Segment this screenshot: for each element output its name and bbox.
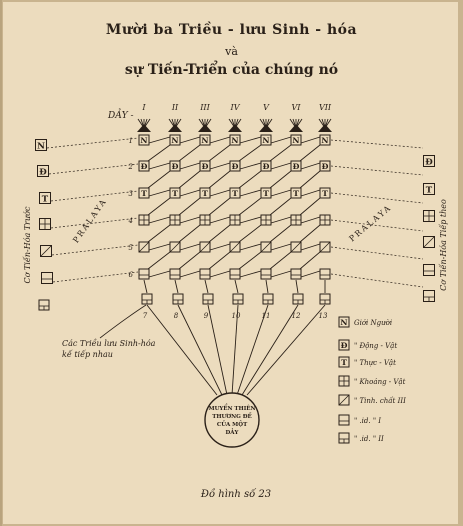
legend-symbol <box>339 376 349 386</box>
stream-line <box>205 280 208 293</box>
flame-base <box>318 124 332 132</box>
legend <box>339 317 406 443</box>
stream-line <box>149 244 170 250</box>
grid-box-letter: Đ <box>140 162 148 172</box>
left-box <box>40 219 51 230</box>
logos-circle <box>205 393 259 447</box>
right-box-letter: T <box>425 185 433 196</box>
flame-icon <box>198 119 212 132</box>
column-numeral: II <box>171 103 179 112</box>
grid-box <box>170 215 180 225</box>
stream-line <box>210 244 230 250</box>
grid-box <box>230 269 240 279</box>
legend-symbol <box>339 317 349 327</box>
stream-line <box>179 198 200 215</box>
grid-box <box>230 215 240 225</box>
grid-box-letter: N <box>231 136 239 146</box>
grid-box <box>320 135 330 145</box>
grid-box <box>320 161 330 171</box>
stream-line <box>240 244 261 250</box>
stream-line <box>148 171 170 188</box>
flame-base <box>228 124 242 132</box>
stream-line <box>179 171 200 188</box>
pralaya-right-label: PRALAYA <box>347 202 394 244</box>
legend-symbol <box>339 395 349 405</box>
grid-box <box>200 215 210 225</box>
grid-box-letter: T <box>202 189 208 199</box>
grid-box <box>230 135 240 145</box>
bottom-number: 7 <box>142 312 148 320</box>
stream-line <box>210 163 230 169</box>
grid-box <box>291 161 301 171</box>
column-numeral: III <box>200 103 210 112</box>
grid-box-letter: Đ <box>321 162 329 172</box>
legend-label: " .id. " II <box>354 435 384 443</box>
bottom-box <box>142 294 152 304</box>
bottom-number: 13 <box>318 312 328 320</box>
stream-line <box>210 137 230 143</box>
bottom-number: 9 <box>203 312 209 320</box>
legend-symbol-letter: T <box>341 358 347 368</box>
grid-box <box>261 188 271 198</box>
stream-line <box>270 252 291 269</box>
grid-box <box>170 242 180 252</box>
title-line-1: Mười ba Triều - lưu Sinh - hóa <box>105 22 358 38</box>
stream-line <box>175 280 178 293</box>
stream-line <box>179 145 200 161</box>
grid-box-letter: T <box>322 189 328 199</box>
grid-box-letter: T <box>293 189 299 199</box>
right-vertical-label: Cơ Tiến-Hóa Tiếp theo <box>439 199 448 291</box>
left-box-frame <box>42 273 53 284</box>
bottom-number: 11 <box>261 312 271 320</box>
stream-line <box>301 163 320 169</box>
right-box <box>424 237 435 248</box>
column-numeral: VI <box>291 103 301 112</box>
column-numeral: VII <box>318 103 332 112</box>
grid-box <box>170 135 180 145</box>
grid-box <box>170 161 180 171</box>
grid-box-letter: Đ <box>231 162 239 172</box>
grid-box-letter: Đ <box>262 162 270 172</box>
grid-box <box>320 188 330 198</box>
grid-box <box>139 188 149 198</box>
stream-line <box>180 271 200 277</box>
stream-line <box>301 244 320 250</box>
grid-box <box>139 215 149 225</box>
stream-line <box>148 198 170 215</box>
grid-box-letter: Đ <box>201 162 209 172</box>
grid-box <box>261 242 271 252</box>
converging-line <box>247 305 325 395</box>
stream-line <box>271 137 291 143</box>
title-line-2: và <box>225 45 238 58</box>
bottom-box <box>263 294 273 304</box>
legend-symbol-letter: Đ <box>340 341 348 351</box>
grid-box <box>291 135 301 145</box>
grid-box <box>261 135 271 145</box>
left-box <box>39 300 49 310</box>
row-number: 6 <box>128 271 133 279</box>
stream-line <box>239 198 261 215</box>
stream-line <box>148 252 170 269</box>
grid-box <box>200 188 210 198</box>
bottom-number: 12 <box>291 312 301 320</box>
stream-line <box>300 252 320 269</box>
grid-box <box>200 269 210 279</box>
right-box <box>424 156 435 168</box>
stream-line <box>300 145 320 161</box>
grid-box <box>320 269 330 279</box>
legend-label: " .id. " I <box>354 417 382 425</box>
flame-base <box>259 124 273 132</box>
flame-base <box>137 124 151 132</box>
row-number: 1 <box>128 137 133 145</box>
grid-box-letter: T <box>172 189 178 199</box>
grid-box-letter: Đ <box>171 162 179 172</box>
grid-box-frame <box>139 269 149 279</box>
stream-line <box>210 190 230 196</box>
grid-box-letter: T <box>263 189 269 199</box>
grid-box-frame <box>230 269 240 279</box>
grid-box <box>139 161 149 171</box>
row-number: 2 <box>128 163 133 171</box>
legend-symbol-letter: N <box>340 318 348 328</box>
flame-icon <box>168 119 182 132</box>
right-box <box>424 184 435 196</box>
left-box-letter: N <box>37 141 45 152</box>
bottom-box <box>320 294 330 304</box>
circle-text-line: DẢY <box>225 430 239 436</box>
stream-line <box>180 217 200 223</box>
grid-box-letter: T <box>232 189 238 199</box>
stream-line <box>149 163 170 169</box>
bottom-box <box>173 294 183 304</box>
stream-line <box>209 171 230 188</box>
grid-box-letter: N <box>140 136 148 146</box>
flame-base <box>289 124 303 132</box>
grid-box-frame <box>261 269 271 279</box>
right-box <box>424 265 435 276</box>
streams-note-line-2: kế tiếp nhau <box>62 350 113 359</box>
pralaya-dotted-line <box>53 272 138 282</box>
stream-line <box>149 271 170 277</box>
stream-line <box>210 217 230 223</box>
legend-symbol <box>339 415 349 425</box>
stream-line <box>239 252 261 269</box>
pralaya-left-label: PRALAYA <box>71 196 109 245</box>
legend-label: " Thực - Vật <box>354 359 396 367</box>
stream-line <box>210 271 230 277</box>
column-numeral: I <box>142 103 146 112</box>
column-numeral: IV <box>230 103 240 112</box>
left-box <box>38 166 49 178</box>
pralaya-dotted-line <box>331 140 423 148</box>
pralaya-dotted-line <box>331 193 423 203</box>
stream-line <box>300 225 320 242</box>
pralaya-dotted-line <box>47 138 138 148</box>
grid-box <box>200 242 210 252</box>
stream-line <box>240 217 261 223</box>
grid-box-letter: N <box>321 136 329 146</box>
pralaya-dotted-line <box>331 274 423 287</box>
grid-box <box>291 188 301 198</box>
stream-line <box>149 190 170 196</box>
stream-line <box>300 198 320 215</box>
stream-line <box>301 217 320 223</box>
stream-line <box>180 244 200 250</box>
stream-line <box>296 280 298 293</box>
row-number: 4 <box>128 217 133 225</box>
grid-box-letter: N <box>201 136 209 146</box>
flame-base <box>168 124 182 132</box>
bottom-number: 10 <box>231 312 241 320</box>
grid-box-letter: N <box>292 136 300 146</box>
bottom-number: 8 <box>173 312 179 320</box>
note-arrow <box>100 305 146 338</box>
flame-icon <box>318 119 332 132</box>
column-numeral: V <box>263 103 269 112</box>
pralaya-dotted-line <box>51 191 138 201</box>
stream-line <box>180 137 200 143</box>
title-line-3: sự Tiến-Triển của chúng nó <box>124 62 339 78</box>
stream-line <box>239 171 261 188</box>
stream-line <box>179 225 200 242</box>
stream-line <box>271 217 291 223</box>
caption: Đồ hình số 23 <box>200 489 272 500</box>
grid-box-frame <box>320 269 330 279</box>
stream-line <box>270 145 291 161</box>
grid-box <box>261 215 271 225</box>
stream-line <box>301 190 320 196</box>
stream-line <box>179 252 200 269</box>
bottom-box <box>233 294 243 304</box>
grid-box <box>230 188 240 198</box>
grid-box <box>291 242 301 252</box>
bottom-box <box>293 294 303 304</box>
grid-box-letter: T <box>141 189 147 199</box>
left-box-letter: Đ <box>39 167 47 178</box>
right-box <box>424 211 435 222</box>
grid-box <box>200 135 210 145</box>
right-box-letter: Đ <box>425 157 433 168</box>
stream-line <box>271 271 291 277</box>
stream-line <box>239 225 261 242</box>
stream-line <box>240 137 261 143</box>
stream-line <box>240 190 261 196</box>
stream-line <box>270 171 291 188</box>
left-box <box>41 246 52 257</box>
stream-line <box>144 280 147 293</box>
flame-base <box>198 124 212 132</box>
grid-box <box>320 242 330 252</box>
flame-icon <box>259 119 273 132</box>
circle-text-line: MUYỂN THIÊN <box>208 406 256 412</box>
grid-box-letter: Đ <box>292 162 300 172</box>
flame-icon <box>228 119 242 132</box>
legend-symbol <box>339 433 349 443</box>
pralaya-dotted-line <box>331 247 423 259</box>
pralaya-dotted-line <box>49 164 138 174</box>
stream-line <box>149 137 170 143</box>
grid-box <box>139 269 149 279</box>
grid-box-letter: N <box>171 136 179 146</box>
stream-line <box>300 171 320 188</box>
converging-line <box>178 305 222 395</box>
grid-box-letter: N <box>262 136 270 146</box>
legend-label: " Khoáng - Vật <box>354 378 406 386</box>
grid-box-frame <box>200 269 210 279</box>
pralaya-dotted-line <box>331 166 423 175</box>
left-box-letter: T <box>41 194 49 205</box>
legend-symbol <box>339 357 349 367</box>
stream-line <box>271 244 291 250</box>
row-number: 3 <box>128 190 133 198</box>
grid-box <box>139 135 149 145</box>
converging-line <box>208 305 227 395</box>
grid-box <box>291 215 301 225</box>
grid-box <box>261 161 271 171</box>
grid-box-frame <box>170 269 180 279</box>
left-vertical-label: Cơ Tiến-Hóa Trước <box>23 206 32 284</box>
stream-line <box>301 271 320 277</box>
grid-box <box>200 161 210 171</box>
streams-note-line-1: Các Triều lưu Sinh-hóa <box>62 339 156 348</box>
stream-line <box>301 137 320 143</box>
grid-box <box>230 242 240 252</box>
stream-line <box>235 280 238 293</box>
stream-line <box>180 163 200 169</box>
legend-symbol <box>339 340 349 350</box>
legend-label: " Tinh. chất III <box>354 397 406 405</box>
right-box <box>424 291 435 302</box>
stream-line <box>240 271 261 277</box>
stream-line <box>240 163 261 169</box>
grid-box-frame <box>291 269 301 279</box>
row-number: 5 <box>128 244 133 252</box>
stream-line <box>266 280 268 293</box>
stream-line <box>270 198 291 215</box>
stream-line <box>209 252 230 269</box>
pralaya-dotted-line <box>52 245 138 255</box>
grid-box <box>320 215 330 225</box>
left-box <box>36 140 47 152</box>
bottom-box <box>203 294 213 304</box>
flame-icon <box>137 119 151 132</box>
circle-text-line: THƯƠNG ĐẾ <box>212 414 252 420</box>
grid-box <box>291 269 301 279</box>
grid-box <box>230 161 240 171</box>
left-box <box>42 273 53 284</box>
grid-box <box>170 188 180 198</box>
day-label: DẢY - <box>108 111 134 121</box>
grid-box <box>170 269 180 279</box>
grid-box <box>139 242 149 252</box>
flame-icon <box>289 119 303 132</box>
legend-label: Giới Người <box>354 319 393 327</box>
stream-line <box>271 190 291 196</box>
right-box-frame <box>424 265 435 276</box>
stream-line <box>209 198 230 215</box>
stream-line <box>148 145 170 161</box>
stream-line <box>270 225 291 242</box>
stream-line <box>149 217 170 223</box>
stream-line <box>271 163 291 169</box>
legend-symbol-frame <box>339 415 349 425</box>
logos-circle-outline <box>205 393 259 447</box>
stream-line <box>209 145 230 161</box>
legend-label: " Động - Vật <box>354 342 398 350</box>
stream-line <box>239 145 261 161</box>
left-box <box>40 193 51 205</box>
stream-line <box>209 225 230 242</box>
grid-box <box>261 269 271 279</box>
stream-line <box>180 190 200 196</box>
circle-text-line: CỦA MỘT <box>216 422 248 428</box>
stream-line <box>148 225 170 242</box>
